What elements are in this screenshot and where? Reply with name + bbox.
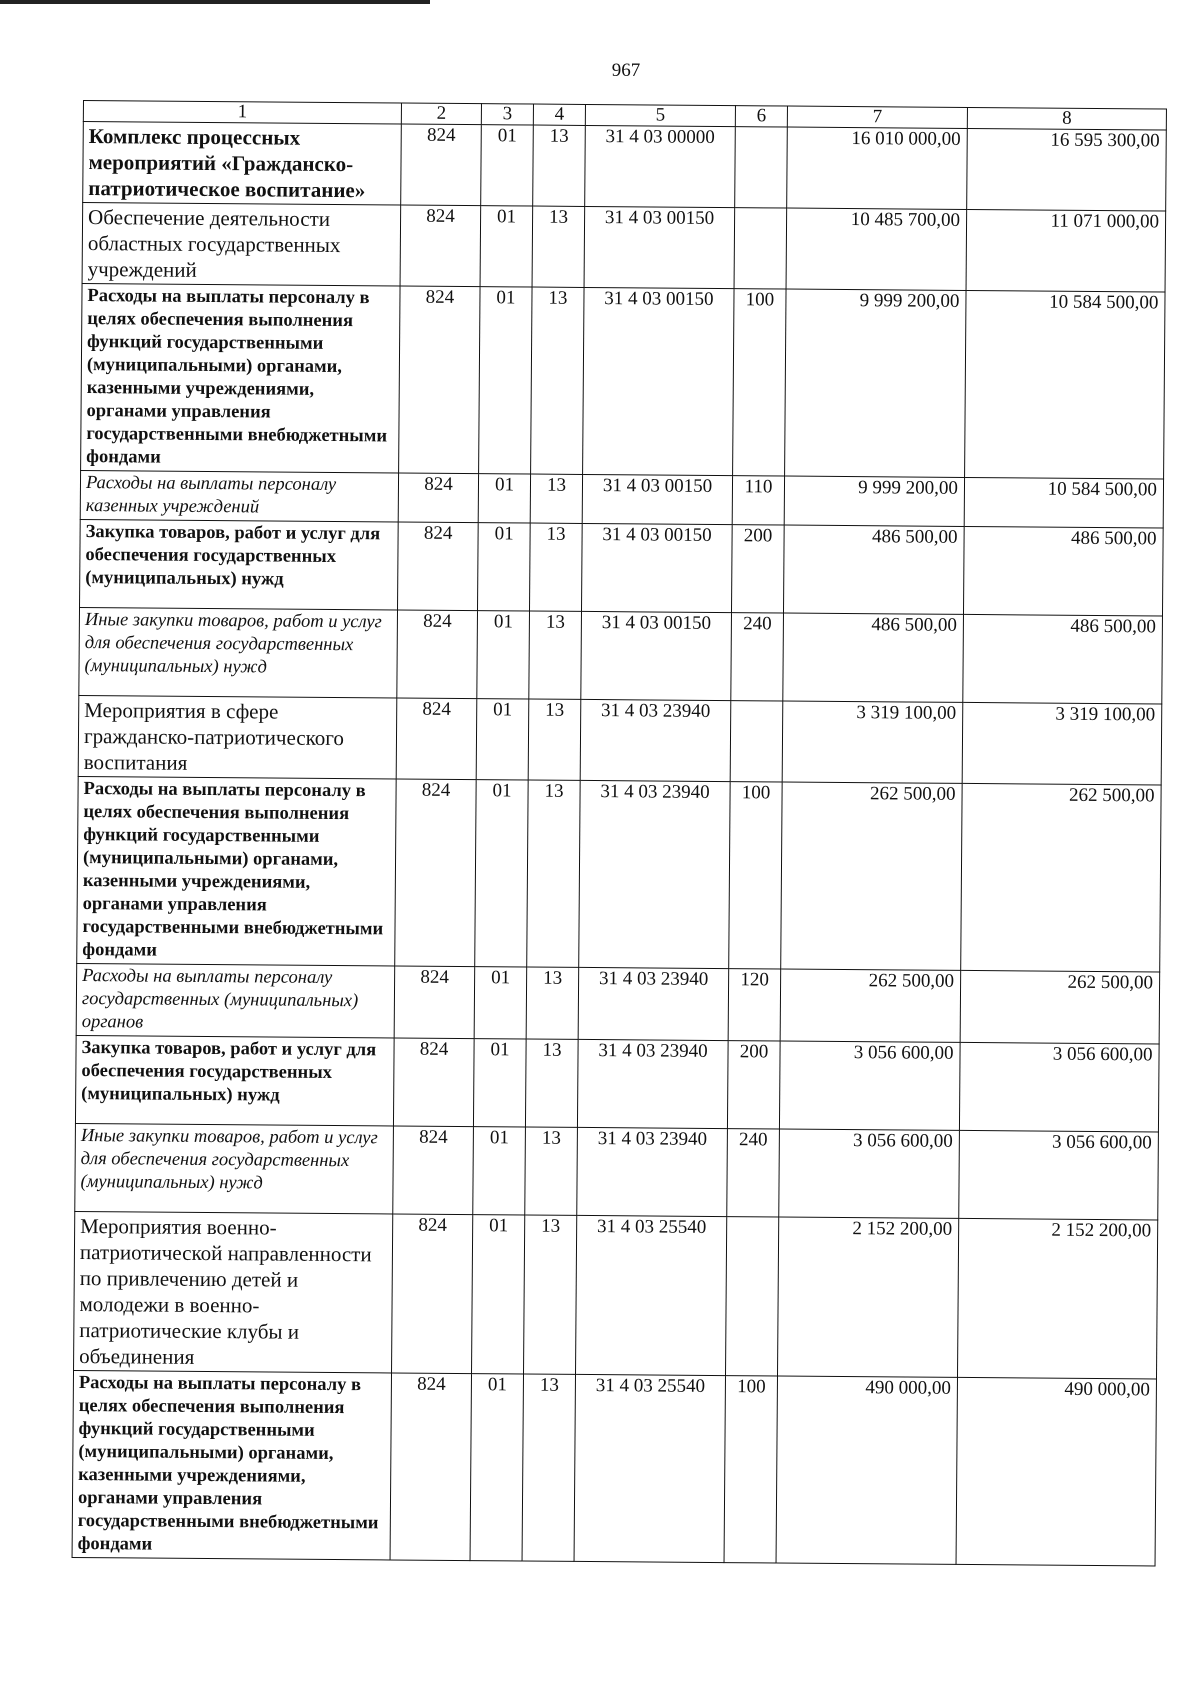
row-amount-year1: 3 056 600,00 bbox=[779, 1041, 960, 1130]
row-amount-year1: 3 056 600,00 bbox=[779, 1129, 960, 1218]
row-amount-year2: 10 584 500,00 bbox=[965, 290, 1165, 479]
table-row bbox=[81, 283, 1165, 479]
row-amount-year2: 486 500,00 bbox=[963, 614, 1163, 704]
row-gr-code: 824 bbox=[393, 1126, 474, 1215]
row-subsection-code: 13 bbox=[524, 1215, 577, 1374]
row-section-code: 01 bbox=[480, 206, 533, 287]
top-edge-bar bbox=[0, 0, 430, 4]
row-section-code: 01 bbox=[479, 287, 532, 474]
row-amount-year2: 490 000,00 bbox=[956, 1377, 1156, 1566]
row-section-code: 01 bbox=[476, 699, 529, 780]
row-expense-type bbox=[726, 1217, 779, 1376]
row-section-code: 01 bbox=[473, 1127, 526, 1215]
row-expense-type bbox=[734, 208, 787, 289]
row-amount-year1: 9 999 200,00 bbox=[785, 289, 966, 477]
row-target-code: 31 4 03 00000 bbox=[585, 125, 736, 207]
row-amount-year2: 16 595 300,00 bbox=[967, 128, 1167, 211]
table-row bbox=[80, 470, 1163, 528]
row-amount-year1: 2 152 200,00 bbox=[777, 1217, 958, 1377]
row-amount-year1: 262 500,00 bbox=[781, 782, 962, 970]
row-amount-year1: 3 319 100,00 bbox=[782, 701, 963, 783]
row-name: Расходы на выплаты персоналу казенных учреждений bbox=[80, 470, 398, 521]
row-gr-code: 824 bbox=[393, 1038, 474, 1127]
row-expense-type: 200 bbox=[731, 525, 784, 613]
page-number: 967 bbox=[611, 60, 641, 81]
row-amount-year2: 10 584 500,00 bbox=[964, 477, 1163, 528]
row-subsection-code: 13 bbox=[529, 611, 582, 699]
table-row bbox=[79, 607, 1163, 704]
row-expense-type: 100 bbox=[724, 1376, 777, 1563]
budget-table-wrapper bbox=[72, 100, 1166, 1566]
row-expense-type bbox=[730, 701, 783, 782]
row-subsection-code: 13 bbox=[531, 287, 584, 474]
row-subsection-code: 13 bbox=[533, 125, 586, 206]
row-name: Мероприятия военно-патриотической направленности по привлечению детей и молодежи в военно-патриотические клубы и объединения bbox=[74, 1211, 393, 1372]
row-amount-year2: 3 319 100,00 bbox=[962, 702, 1162, 785]
row-target-code: 31 4 03 23940 bbox=[577, 1039, 728, 1128]
row-amount-year1: 486 500,00 bbox=[783, 613, 964, 702]
row-subsection-code: 13 bbox=[525, 1039, 578, 1127]
row-expense-type: 240 bbox=[731, 613, 784, 701]
row-subsection-code: 13 bbox=[532, 206, 585, 287]
row-name: Расходы на выплаты персоналу в целях обеспечения выполнения функций государственными (муниципальными) органами, казенными учреждениями, органами управления государственными внебюджетными фондами bbox=[72, 1370, 391, 1559]
table-row bbox=[75, 1035, 1159, 1132]
col-header-6: 6 bbox=[735, 106, 787, 127]
col-header-1: 1 bbox=[83, 101, 401, 124]
row-amount-year2: 3 056 600,00 bbox=[959, 1042, 1159, 1132]
row-amount-year2: 262 500,00 bbox=[961, 783, 1161, 972]
row-expense-type: 100 bbox=[729, 782, 782, 969]
table-row bbox=[76, 963, 1160, 1044]
row-expense-type bbox=[735, 127, 788, 208]
row-name: Закупка товаров, работ и услуг для обеспечения государственных (муниципальных) нужд bbox=[80, 519, 399, 609]
col-header-7: 7 bbox=[787, 106, 967, 128]
row-target-code: 31 4 03 23940 bbox=[580, 699, 731, 781]
row-amount-year2: 262 500,00 bbox=[960, 970, 1160, 1044]
row-target-code: 31 4 03 25540 bbox=[576, 1215, 727, 1375]
row-name: Закупка товаров, работ и услуг для обеспечения государственных (муниципальных) нужд bbox=[75, 1035, 394, 1125]
row-expense-type: 240 bbox=[727, 1129, 780, 1217]
table-body bbox=[72, 122, 1166, 1566]
row-name: Комплекс процессных мероприятий «Гражданско-патриотическое воспитание» bbox=[83, 122, 402, 205]
row-section-code: 01 bbox=[477, 611, 530, 699]
row-expense-type: 120 bbox=[728, 969, 781, 1041]
row-target-code: 31 4 03 00150 bbox=[581, 523, 732, 612]
row-expense-type: 110 bbox=[732, 476, 784, 525]
row-subsection-code: 13 bbox=[530, 474, 582, 523]
table-row bbox=[77, 776, 1161, 972]
row-gr-code: 824 bbox=[394, 966, 475, 1039]
row-name: Иные закупки товаров, работ и услуг для обеспечения государственных (муниципальных) нужд bbox=[75, 1123, 394, 1213]
row-amount-year2: 486 500,00 bbox=[963, 526, 1163, 616]
table-row bbox=[78, 695, 1162, 785]
row-section-code: 01 bbox=[478, 523, 531, 611]
row-gr-code: 824 bbox=[392, 1214, 473, 1374]
row-subsection-code: 13 bbox=[530, 523, 583, 611]
row-gr-code: 824 bbox=[390, 1373, 471, 1561]
row-section-code: 01 bbox=[481, 125, 534, 206]
row-section-code: 01 bbox=[472, 1215, 525, 1374]
row-target-code: 31 4 03 25540 bbox=[574, 1374, 725, 1562]
row-name: Расходы на выплаты персоналу в целях обеспечения выполнения функций государственными (муниципальными) органами, казенными учреждениями, органами управления государственными внебюджетными фондами bbox=[77, 776, 396, 965]
row-amount-year2: 3 056 600,00 bbox=[959, 1130, 1159, 1220]
row-target-code: 31 4 03 00150 bbox=[584, 206, 735, 288]
row-target-code: 31 4 03 23940 bbox=[577, 1127, 728, 1216]
table-row bbox=[74, 1211, 1158, 1379]
row-amount-year2: 11 071 000,00 bbox=[966, 209, 1166, 292]
row-subsection-code: 13 bbox=[522, 1374, 575, 1561]
row-name: Расходы на выплаты персоналу в целях обеспечения выполнения функций государственными (муниципальными) органами, казенными учреждениями, органами управления государственными внебюджетными фондами bbox=[81, 283, 400, 472]
row-gr-code: 824 bbox=[396, 698, 477, 780]
row-amount-year1: 16 010 000,00 bbox=[787, 127, 968, 209]
col-header-3: 3 bbox=[481, 104, 533, 125]
col-header-4: 4 bbox=[533, 104, 585, 125]
row-subsection-code: 13 bbox=[526, 967, 579, 1039]
row-amount-year1: 9 999 200,00 bbox=[784, 476, 964, 526]
row-target-code: 31 4 03 00150 bbox=[581, 611, 732, 700]
row-gr-code: 824 bbox=[401, 124, 482, 206]
row-gr-code: 824 bbox=[400, 205, 481, 287]
row-amount-year1: 486 500,00 bbox=[783, 525, 964, 614]
row-target-code: 31 4 03 23940 bbox=[578, 967, 729, 1040]
row-gr-code: 824 bbox=[399, 286, 480, 474]
row-section-code: 01 bbox=[473, 1039, 526, 1127]
row-amount-year1: 262 500,00 bbox=[780, 969, 961, 1042]
table-row bbox=[83, 122, 1167, 212]
row-name: Обеспечение деятельности областных государственных учреждений bbox=[82, 203, 401, 286]
row-name: Мероприятия в сфере гражданско-патриотического воспитания bbox=[78, 695, 397, 778]
row-expense-type: 200 bbox=[727, 1041, 780, 1129]
row-subsection-code: 13 bbox=[528, 699, 581, 780]
table-row bbox=[72, 1370, 1156, 1566]
col-header-2: 2 bbox=[401, 103, 481, 125]
col-header-8: 8 bbox=[967, 107, 1166, 130]
row-gr-code: 824 bbox=[395, 779, 476, 967]
row-target-code: 31 4 03 23940 bbox=[579, 780, 730, 968]
row-amount-year1: 490 000,00 bbox=[776, 1376, 957, 1564]
row-section-code: 01 bbox=[478, 474, 530, 523]
table-row bbox=[75, 1123, 1159, 1220]
table-row bbox=[80, 519, 1164, 616]
row-subsection-code: 13 bbox=[525, 1127, 578, 1215]
budget-table bbox=[72, 100, 1167, 1566]
row-name: Иные закупки товаров, работ и услуг для обеспечения государственных (муниципальных) нужд bbox=[79, 607, 398, 697]
row-amount-year1: 10 485 700,00 bbox=[786, 208, 967, 290]
row-target-code: 31 4 03 00150 bbox=[582, 474, 732, 524]
row-section-code: 01 bbox=[474, 967, 527, 1039]
col-header-5: 5 bbox=[585, 104, 735, 126]
row-gr-code: 824 bbox=[398, 522, 479, 611]
row-section-code: 01 bbox=[470, 1374, 523, 1561]
row-expense-type: 100 bbox=[733, 289, 786, 476]
row-section-code: 01 bbox=[475, 780, 528, 967]
row-name: Расходы на выплаты персоналу государственных (муниципальных) органов bbox=[76, 963, 395, 1037]
row-target-code: 31 4 03 00150 bbox=[583, 287, 734, 475]
row-gr-code: 824 bbox=[398, 473, 478, 523]
row-gr-code: 824 bbox=[397, 610, 478, 699]
table-row bbox=[82, 203, 1166, 293]
row-amount-year2: 2 152 200,00 bbox=[957, 1218, 1157, 1379]
row-subsection-code: 13 bbox=[527, 780, 580, 967]
